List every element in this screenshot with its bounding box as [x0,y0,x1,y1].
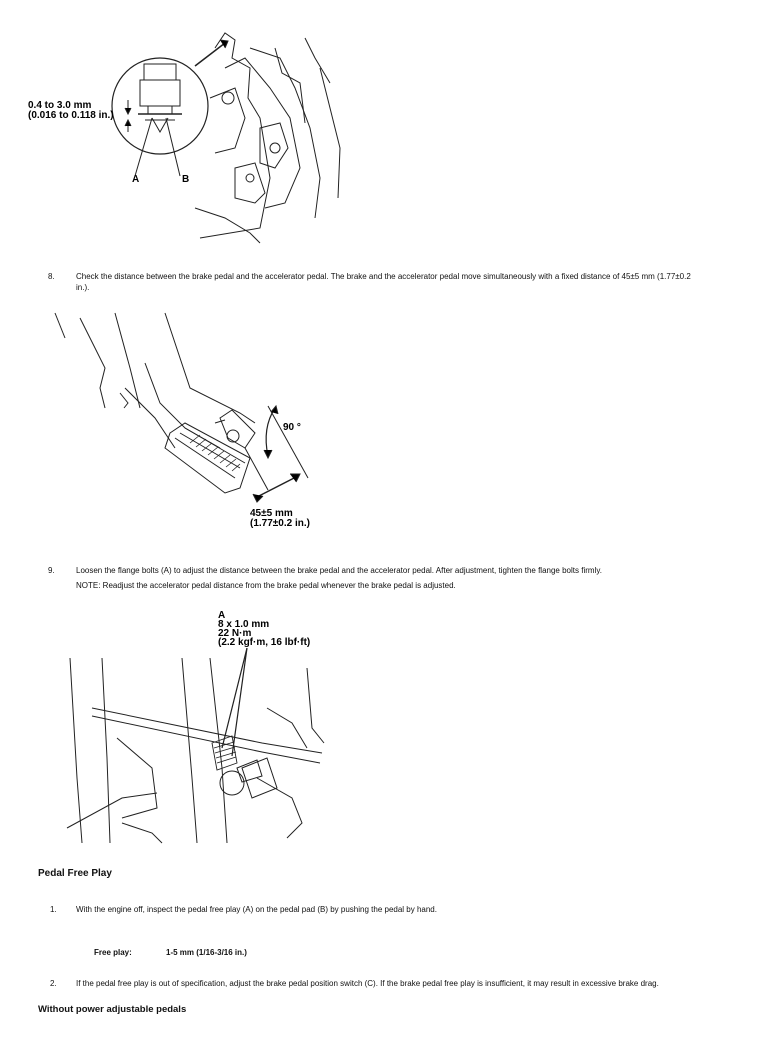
free-play-spec-value: 1-5 mm (1/16-3/16 in.) [166,948,247,957]
figure-pedal-distance [50,308,340,528]
flange-bolt-label: A [218,610,226,621]
free-play-step-2-text: If the pedal free play is out of specification, adjust the brake pedal position switch (C). If the brake pedal free play is insufficient, it may result in excessive brake drag. [76,979,659,988]
gap-mm-label: 0.4 to 3.0 mm [28,100,92,111]
free-play-step-1-number: 1. [50,905,57,914]
pedal-distance-illustration [50,308,340,528]
label-a: A [132,174,140,185]
free-play-step-1-text: With the engine off, inspect the pedal free play (A) on the pedal pad (B) by pushing the pedal by hand. [76,905,437,914]
figure-switch-gap [20,28,360,246]
distance-mm-label: 45±5 mm [250,508,293,519]
free-play-spec-label: Free play: [94,948,132,957]
step-8-text: Check the distance between the brake pedal and the accelerator pedal. The brake and the accelerator pedal move simultaneously with a fixed distance of 45±5 mm (1.77±0.2 in.). [76,272,691,292]
torque-nm-label: 22 N·m [218,628,252,639]
distance-in-label: (1.77±0.2 in.) [250,518,310,529]
section-title: Pedal Free Play [38,868,112,879]
free-play-step-2-number: 2. [50,979,57,988]
step-9-text: Loosen the flange bolts (A) to adjust the distance between the brake pedal and the accelerator pedal. After adjustment, tighten the flange bolts firmly. [76,566,602,575]
bolt-size-label: 8 x 1.0 mm [218,619,270,630]
switch-gap-illustration [20,28,360,246]
flange-bolts-illustration [62,648,332,848]
step-9-number: 9. [48,566,55,575]
step-9-note: NOTE: Readjust the accelerator pedal distance from the brake pedal whenever the brake pedal is adjusted. [76,581,456,590]
label-b: B [182,174,190,185]
angle-label: 90 ° [283,422,301,433]
figure-flange-bolts [62,648,332,848]
subheading: Without power adjustable pedals [38,1004,187,1015]
step-8-number: 8. [48,272,55,281]
torque-alt-label: (2.2 kgf·m, 16 lbf·ft) [218,637,311,648]
gap-in-label: (0.016 to 0.118 in.) [28,110,114,121]
